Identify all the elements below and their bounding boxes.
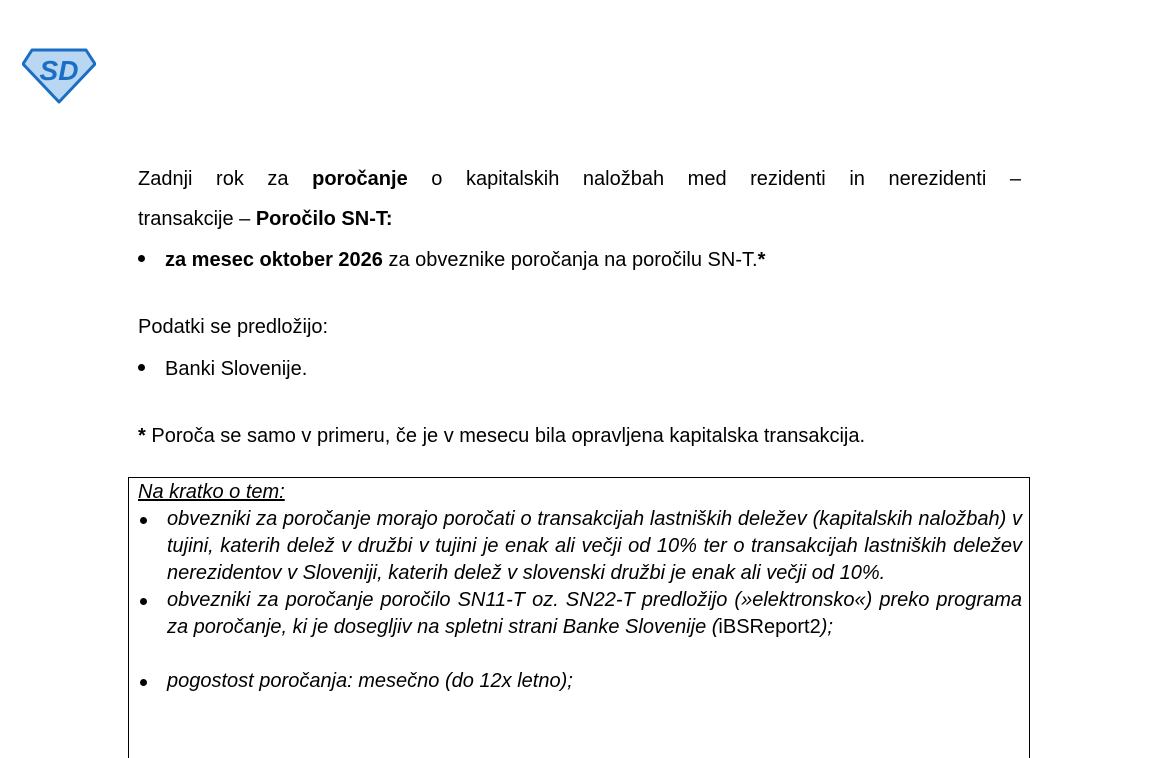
company-logo [22,48,96,104]
heading-line-1: Zadnji rok za poročanje o kapitalskih naložbah med rezidenti in nerezidenti – [138,168,1021,190]
footnote: * Poroča se samo v primeru, če je v mesecu bila opravljena kapitalska transakcija. [138,425,866,447]
list-item: obvezniki za poročanje poročilo SN11-T oz. SN22-T predložijo (»elektronsko«) preko programa za poročanje, ki je dosegljiv na spletni strani Banke Slovenije (iBSReport2); [138,587,1022,641]
list-item: obvezniki za poročanje morajo poročati o transakcijah lastniških deležev (kapitalskih naložbah) v tujini, katerih delež v družbi v tujini je enak ali večji od 10% ter o transakcijah lastniških deležev nerezidentov v Sloveniji, katerih delež v slovenski družbi je enak ali večji od 10%. [138,506,1022,587]
list-item: pogostost poročanja: mesečno (do 12x letno); [138,668,1022,695]
summary-list [138,506,1022,695]
bullet-icon [138,364,145,371]
submit-label: Podatki se predložijo: [138,316,329,338]
svg-text:SD: SD [39,55,79,86]
summary-box [128,477,1030,758]
bullet-icon [138,255,145,262]
summary-title: Na kratko o tem: [138,481,285,503]
deadline-bullet: za mesec oktober 2026 za obveznike poročanja na poročilu SN-T.* [138,248,765,272]
recipient-bullet: Banki Slovenije. [138,357,307,381]
heading-line-2: transakcije – Poročilo SN-T: [138,208,393,230]
